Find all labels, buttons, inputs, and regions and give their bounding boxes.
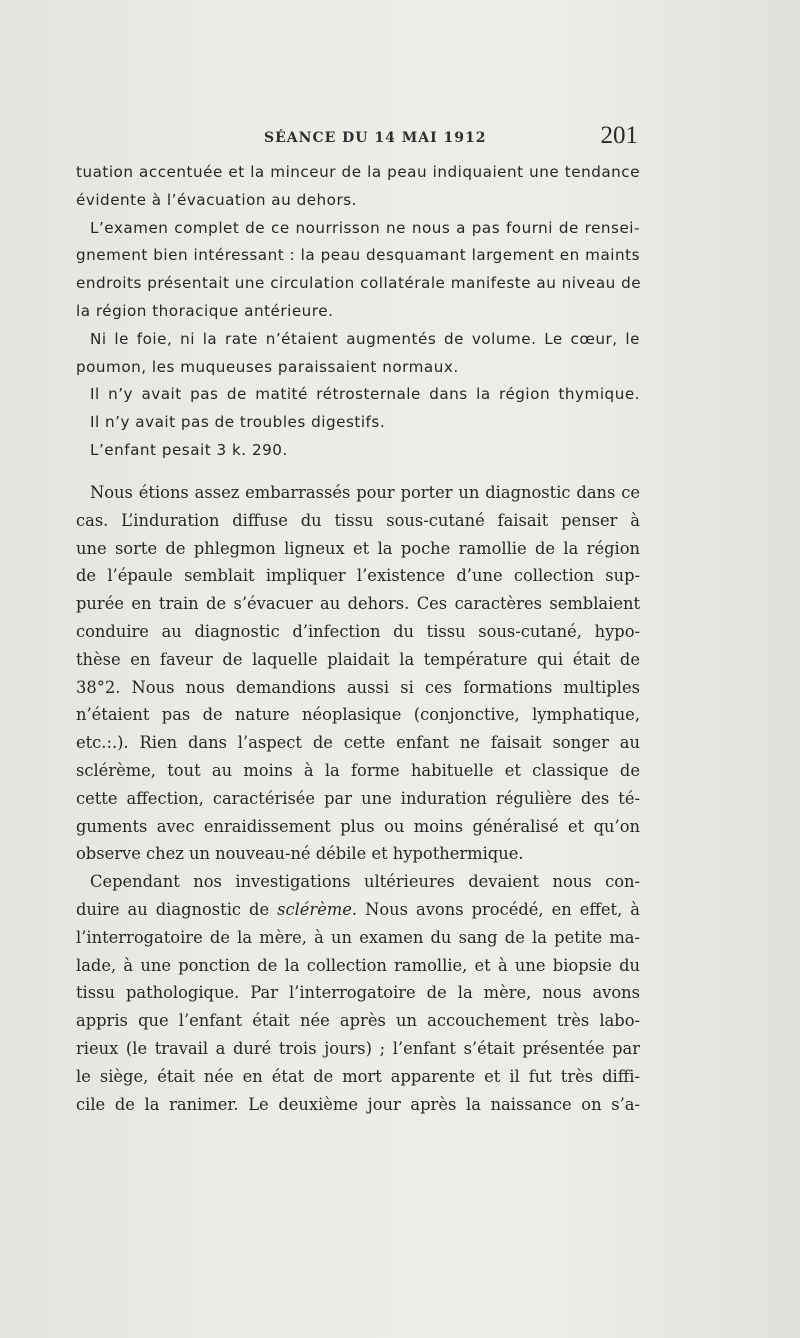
text-line: Nous étions assez embarrassés pour porter un diagnostic dans ce — [90, 483, 640, 502]
text-line: cette affection, caractérisée par une induration régulière des té- — [76, 788, 640, 808]
text-line: lade, à une ponction de la collection ramollie, et à une biopsie du — [76, 955, 640, 975]
text-line: tuation accentuée et la minceur de la peau indiquaient une tendance — [76, 163, 640, 181]
page-number: 201 — [600, 122, 638, 149]
text-line: poumon, les muqueuses paraissaient normaux. — [76, 357, 459, 376]
text-line: rieux (le travail a duré trois jours) ; l’enfant s’était présentée par — [76, 1038, 640, 1058]
text-line: endroits présentait une circulation collatérale manifeste au niveau de — [76, 274, 642, 293]
text-line: 38°2. Nous nous demandions aussi si ces formations multiples — [76, 677, 640, 697]
text-line: guments avec enraidissement plus ou moins généralisé et qu’on — [76, 816, 640, 836]
italic-term: sclérème. — [277, 899, 358, 919]
text-line: Ni le foie, ni la rate n’étaient augmentés de volume. Le cœur, le — [90, 329, 640, 348]
page-header — [76, 122, 638, 156]
text-line: observe chez un nouveau-né débile et hypothermique. — [76, 844, 524, 864]
text-line: etc.:.). Rien dans l’aspect de cette enfant ne faisait songer au — [76, 733, 640, 753]
text-line: une sorte de phlegmon ligneux et la poche ramollie de la région — [76, 538, 640, 558]
text-line: Cependant nos investigations ultérieures devaient nous con- — [90, 872, 640, 892]
running-title: SÉANCE DU 14 MAI 1912 — [264, 130, 487, 146]
text-line: purée en train de s’évacuer au dehors. Ces caractères semblaient — [76, 594, 640, 614]
text-line: cile de la ranimer. Le deuxième jour après la naissance on s’a- — [76, 1094, 640, 1114]
text-line: le siège, était née en état de mort apparente et il fut très diffi- — [76, 1066, 640, 1086]
text-line: cas. L’induration diffuse du tissu sous-cutané faisait penser à — [76, 510, 640, 530]
text-line: n’étaient pas de nature néoplasique (conjonctive, lymphatique, — [76, 705, 640, 725]
text-line: gnement bien intéressant : la peau desquamant largement en maints — [76, 246, 640, 265]
text-line: appris que l’enfant était née après un accouchement très labo- — [76, 1011, 640, 1031]
paragraph-block-1 — [76, 159, 640, 465]
text-line: de l’épaule semblait impliquer l’existence d’une collection sup- — [76, 566, 640, 586]
text-line-mixed — [76, 896, 640, 924]
text-line: l’interrogatoire de la mère, à un examen du sang de la petite ma- — [76, 927, 640, 947]
text-fragment: Nous avons procédé, en effet, à — [365, 899, 640, 919]
text-fragment: duire au diagnostic de — [76, 899, 270, 919]
text-line: tissu pathologique. Par l’interrogatoire de la mère, nous avons — [76, 983, 640, 1003]
paragraph-block-2 — [76, 479, 640, 1114]
text-line: L’enfant pesait 3 k. 290. — [90, 440, 288, 459]
text-line: Il n’y avait pas de matité rétrosternale dans la région thymique. — [90, 385, 640, 404]
text-line: évidente à l’évacuation au dehors. — [76, 190, 357, 209]
text-line: thèse en faveur de laquelle plaidait la température qui était de — [76, 649, 640, 669]
text-line: conduire au diagnostic d’infection du tissu sous-cutané, hypo- — [76, 621, 640, 641]
text-line: Il n’y avait pas de troubles digestifs. — [90, 413, 386, 432]
text-line: L’examen complet de ce nourrisson ne nous a pas fourni de rensei- — [90, 218, 640, 237]
text-line: sclérème, tout au moins à la forme habituelle et classique de — [76, 760, 640, 780]
text-line: la région thoracique antérieure. — [76, 301, 334, 320]
